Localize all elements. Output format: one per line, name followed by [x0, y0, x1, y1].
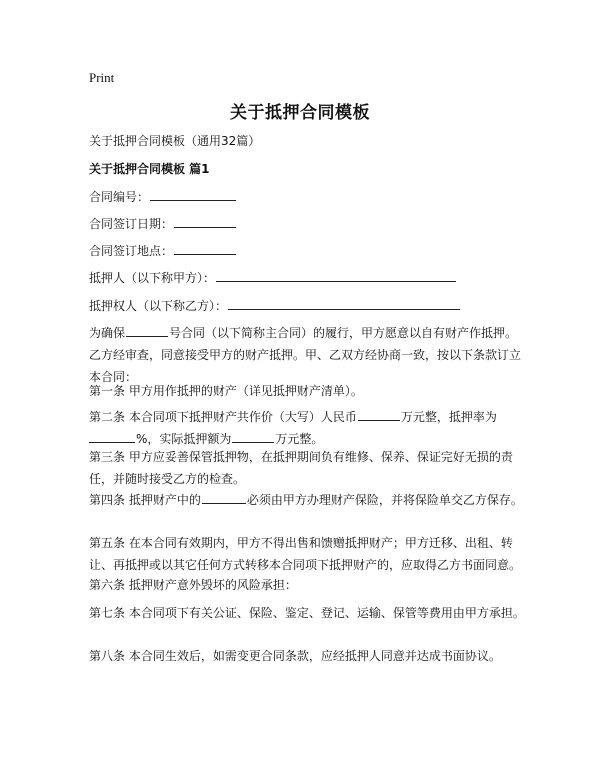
actual-amount-blank	[232, 428, 274, 443]
article-8: 第八条 本合同生效后，如需变更合同条款，应经抵押人同意并达成书面协议。	[89, 649, 501, 663]
mortgagor-blank	[216, 267, 456, 282]
sign-date-blank	[174, 213, 236, 228]
article-4	[89, 489, 525, 511]
article-3: 第三条 甲方应妥善保管抵押物，在抵押期间负有维修、保养、保证完好无损的责任，并随时接受乙方的检查。	[89, 450, 513, 486]
mortgagor-label: 抵押人（以下称甲方）：	[89, 271, 216, 285]
sign-date-label: 合同签订日期：	[89, 217, 174, 231]
mortgagee-blank	[228, 295, 460, 310]
article-2-part2: 万元整，抵押率为	[400, 410, 497, 424]
valuation-blank	[358, 406, 400, 421]
article-2-part1: 第二条 本合同项下抵押财产共作价（大写）人民币	[89, 410, 357, 424]
intro-part2: 号合同（以下简称主合同）的履行，甲方愿意以自有财产作抵押。乙方经审查，同意接受甲方的财产抵押。甲、乙双方经协商一致，按以下条款订立本合同：	[89, 326, 522, 384]
contract-ref-blank	[126, 322, 168, 337]
sign-date-line	[89, 213, 525, 235]
contract-number-blank	[150, 186, 236, 201]
article-2-part4: 万元整。	[275, 432, 324, 446]
mortgagee-line	[89, 295, 525, 317]
article-4-part2: 必须由甲方办理财产保险，并将保险单交乙方保存。	[246, 493, 523, 507]
intro-part1: 为确保	[89, 326, 126, 340]
article-7: 第七条 本合同项下有关公证、保险、鉴定、登记、运输、保管等费用由甲方承担。	[89, 606, 525, 620]
print-link[interactable]: Print	[89, 70, 115, 85]
article-1: 第一条 甲方用作抵押的财产（详见抵押财产清单）。	[89, 384, 363, 398]
sign-place-line	[89, 240, 525, 262]
article-2	[89, 406, 525, 450]
article-5: 第五条 在本合同有效期内，甲方不得出售和馈赠抵押财产；甲方迁移、出租、转让、再抵押或以其它任何方式转移本合同项下抵押财产的，应取得乙方书面同意。	[89, 536, 522, 572]
mortgage-rate-blank	[89, 428, 135, 443]
contract-number-line	[89, 186, 525, 208]
contract-number-label: 合同编号：	[89, 190, 150, 204]
insured-property-blank	[202, 489, 246, 504]
intro-paragraph	[89, 322, 525, 388]
article-6: 第六条 抵押财产意外毁坏的风险承担：	[89, 578, 297, 592]
sign-place-blank	[174, 240, 236, 255]
document-title: 关于抵押合同模板	[230, 103, 370, 123]
sign-place-label: 合同签订地点：	[89, 244, 174, 258]
document-subtitle: 关于抵押合同模板（通用32篇）	[89, 134, 261, 148]
mortgagee-label: 抵押权人（以下称乙方）：	[89, 299, 228, 313]
article-4-part1: 第四条 抵押财产中的	[89, 493, 201, 507]
article-2-part3: %，实际抵押额为	[136, 432, 232, 446]
section-heading: 关于抵押合同模板 篇1	[89, 162, 210, 176]
mortgagor-line	[89, 267, 525, 289]
